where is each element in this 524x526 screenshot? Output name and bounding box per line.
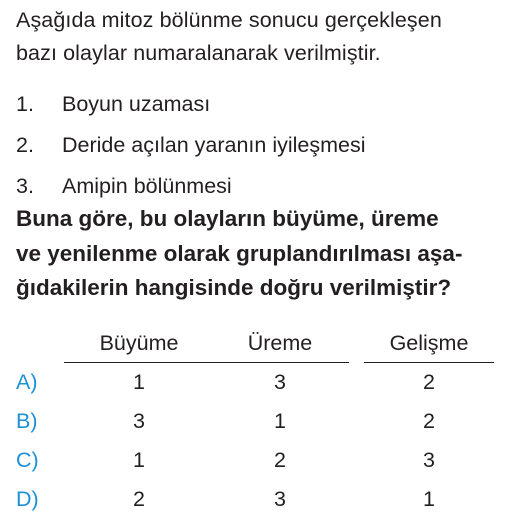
option-letter[interactable]: D) [16, 487, 39, 511]
item-number: 3. [16, 174, 34, 198]
question-line: Buna göre, bu olayların büyüme, üreme [16, 206, 439, 231]
option-cell: 3 [423, 448, 435, 472]
intro-line: Aşağıda mitoz bölünme sonucu gerçekleşen [16, 8, 442, 32]
option-letter[interactable]: B) [16, 409, 38, 433]
option-cell: 3 [274, 487, 286, 511]
option-cell: 2 [423, 409, 435, 433]
option-cell: 1 [133, 370, 145, 394]
intro-line: bazı olaylar numaralanarak verilmiştir. [16, 41, 381, 65]
option-cell: 3 [274, 370, 286, 394]
item-text: Deride açılan yaranın iyileşmesi [62, 133, 366, 157]
list-item [16, 125, 366, 166]
option-cell: 2 [274, 448, 286, 472]
question-line: ğıdakilerin hangisinde doğru verilmiştir? [16, 275, 452, 300]
option-cell: 3 [133, 409, 145, 433]
option-cell: 2 [133, 487, 145, 511]
option-letter[interactable]: C) [16, 448, 39, 472]
option-row-a[interactable] [16, 363, 516, 401]
question-line: ve yenilenme olarak gruplandırılması aşa- [16, 240, 463, 266]
option-cell: 1 [423, 487, 435, 511]
list-item [16, 166, 366, 207]
item-number: 1. [16, 92, 34, 116]
answer-table [16, 326, 516, 526]
option-letter[interactable]: A) [16, 370, 38, 394]
option-row-d[interactable] [16, 480, 516, 518]
column-header-ureme: Üreme [211, 326, 349, 363]
numbered-list [16, 84, 366, 207]
option-row-b[interactable] [16, 402, 516, 440]
intro-text [16, 4, 516, 70]
question-stem [16, 202, 520, 306]
list-item [16, 84, 366, 125]
column-header-gelisme: Gelişme [364, 326, 494, 363]
option-cell: 2 [423, 370, 435, 394]
option-row-c[interactable] [16, 441, 516, 479]
column-header-buyume: Büyüme [64, 326, 214, 363]
option-cell: 1 [274, 409, 286, 433]
item-text: Amipin bölünmesi [62, 174, 232, 198]
option-cell: 1 [133, 448, 145, 472]
item-text: Boyun uzaması [62, 92, 211, 116]
item-number: 2. [16, 133, 34, 157]
